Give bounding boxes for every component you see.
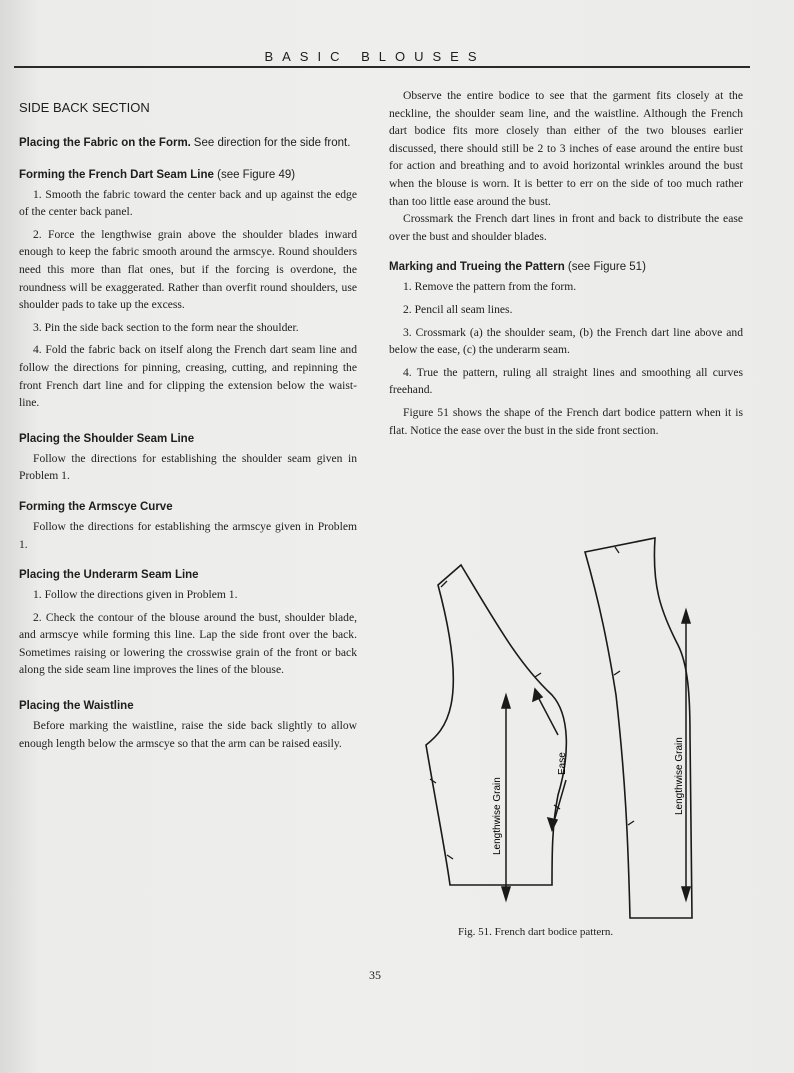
- underarm-step-1: 1. Follow the directions given in Problem 1.: [33, 588, 238, 602]
- header-rule: [14, 66, 750, 68]
- placing-fabric-paragraph: [19, 134, 357, 153]
- figure-reference-paragraph: Figure 51 shows the shape of the French dart bodice pattern when it is flat. Notice the ease over the bust in the side front section.: [389, 405, 743, 437]
- figure-51: [420, 535, 720, 920]
- left-grain-label: Lengthwise Grain: [492, 777, 503, 855]
- marking-step-3: 3. Crossmark (a) the shoulder seam, (b) the French dart line above and below the ease, (c) the underarm seam.: [389, 325, 743, 357]
- french-dart-heading: [19, 169, 357, 181]
- armscye-heading: Forming the Armscye Curve: [19, 500, 173, 513]
- left-column: [19, 100, 357, 752]
- shoulder-seam-text: Follow the directions for establishing the shoulder seam given in Problem 1.: [19, 451, 357, 483]
- waistline-heading: Placing the Waistline: [19, 700, 134, 713]
- right-column: [389, 87, 743, 439]
- page-number: 35: [369, 968, 381, 982]
- running-head: BASIC BLOUSES: [264, 49, 486, 64]
- crossmarks: [430, 547, 634, 859]
- french-dart-step-3: 3. Pin the side back section to the form near the shoulder.: [33, 320, 299, 334]
- left-grain-arrow: [502, 695, 510, 900]
- figure-caption: Fig. 51. French dart bodice pattern.: [458, 926, 614, 938]
- marking-heading-text: Marking and Trueing the Pattern: [389, 261, 565, 274]
- marking-heading: [389, 261, 743, 273]
- french-dart-heading-text: Forming the French Dart Seam Line: [19, 168, 214, 181]
- french-dart-step-4: 4. Fold the fabric back on itself along the French dart seam line and follow the directions for pinning, creasing, cutting, and repinning the front French dart line and for clipping the extension below the waist-line.: [19, 343, 357, 410]
- marking-step-2: 2. Pencil all seam lines.: [403, 302, 513, 316]
- right-grain-label: Lengthwise Grain: [674, 737, 685, 815]
- waistline-text: Before marking the waistline, raise the side back slightly to allow enough length below the armscye so that the arm can be raised easily.: [19, 719, 357, 750]
- placing-fabric-text: See direction for the side front.: [193, 137, 351, 149]
- marking-ref: (see Figure 51): [567, 261, 646, 274]
- crossmark-paragraph: Crossmark the French dart lines in front and back to distribute the ease over the bust and shoulder blades.: [389, 212, 743, 243]
- bodice-pattern-diagram: [420, 535, 720, 920]
- ease-label: Ease: [557, 752, 568, 775]
- french-dart-step-2: 2. Force the lengthwise grain above the shoulder blades inward enough to keep the fabric smooth around the armscye. Round shoulders need this more than flat ones, but if the forcing is overdone, the roundness will be exaggerated. Rather than overfit round shoulders, use shoulder pads to take up the excess.: [19, 227, 357, 312]
- bodice-ease-paragraph: Observe the entire bodice to see that the garment fits closely at the neckline, the shoulder seam line, and the waistline. Although the French dart bodice fits more closely than either of the two blouses earlier discussed, there should still be 2 to 3 inches of ease around the entire bust for action and breathing and to avoid horizontal wrinkles around the bust when the blouse is worn. It is better to err on the side of too much rather than too little ease around the bust.: [389, 89, 743, 208]
- marking-step-4: 4. True the pattern, ruling all straight lines and smoothing all curves freehand.: [389, 365, 743, 397]
- underarm-heading: Placing the Underarm Seam Line: [19, 569, 199, 582]
- section-title: SIDE BACK SECTION: [19, 100, 150, 115]
- underarm-step-2: 2. Check the contour of the blouse around the bust, shoulder blade, and armscye while forming this line. Lap the side front over the back. Sometimes raising or lowering the crosswise grain of the front or back along the side seam line improves the lines of the blouse.: [19, 610, 357, 677]
- french-dart-ref: (see Figure 49): [217, 168, 296, 181]
- french-dart-step-1: 1. Smooth the fabric toward the center back and up against the edge of the center back panel.: [19, 187, 357, 219]
- placing-fabric-heading: Placing the Fabric on the Form.: [19, 137, 191, 149]
- side-front-pattern-piece: [585, 538, 692, 918]
- shoulder-seam-heading: Placing the Shoulder Seam Line: [19, 432, 195, 445]
- armscye-text: Follow the directions for establishing the armscye given in Problem 1.: [19, 519, 357, 551]
- marking-step-1: 1. Remove the pattern from the form.: [403, 280, 577, 294]
